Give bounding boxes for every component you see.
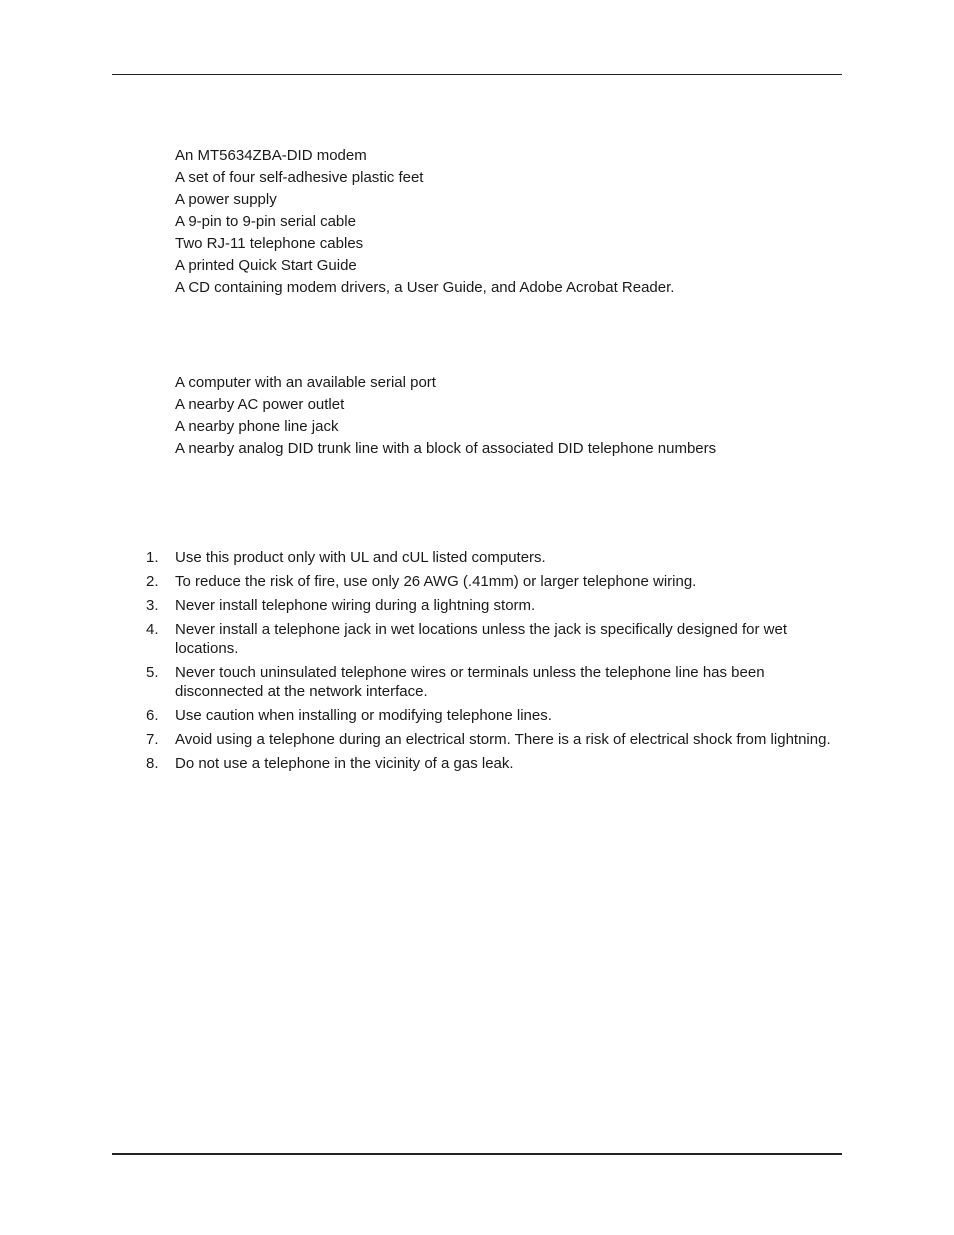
item-number: 2. [146, 573, 159, 590]
list-item: A set of four self-adhesive plastic feet [175, 169, 424, 186]
item-number: 1. [146, 549, 159, 566]
item-text: Never install telephone wiring during a lightning storm. [175, 597, 536, 614]
list-item: A 9-pin to 9-pin serial cable [175, 213, 356, 230]
item-text: To reduce the risk of fire, use only 26 AWG (.41mm) or larger telephone wiring. [175, 573, 697, 590]
safety-warnings-list [146, 548, 836, 778]
item-text: Avoid using a telephone during an electrical storm. There is a risk of electrical shock from lightning. [175, 731, 831, 748]
list-item [146, 596, 836, 615]
list-item: A nearby AC power outlet [175, 396, 345, 413]
item-number: 3. [146, 597, 159, 614]
list-item [146, 620, 836, 658]
list-item: A power supply [175, 191, 277, 208]
list-item [146, 548, 836, 567]
list-item: A printed Quick Start Guide [175, 257, 357, 274]
item-text: Use this product only with UL and cUL listed computers. [175, 549, 546, 566]
header-rule [112, 74, 842, 75]
requirements-list [175, 372, 716, 460]
list-item [146, 730, 836, 749]
item-number: 4. [146, 621, 159, 638]
list-item: Two RJ-11 telephone cables [175, 235, 364, 252]
list-item: A computer with an available serial port [175, 374, 436, 391]
list-item: An MT5634ZBA-DID modem [175, 147, 367, 164]
list-item [146, 754, 836, 773]
list-item: A nearby analog DID trunk line with a block of associated DID telephone numbers [175, 440, 717, 457]
item-number: 6. [146, 707, 159, 724]
list-item [146, 572, 836, 591]
item-text: Use caution when installing or modifying telephone lines. [175, 707, 552, 724]
item-number: 7. [146, 731, 159, 748]
list-item [146, 706, 836, 725]
item-number: 8. [146, 755, 159, 772]
list-item: A nearby phone line jack [175, 418, 339, 435]
list-item [146, 663, 836, 701]
item-text: Never install a telephone jack in wet locations unless the jack is specifically designed for wet locations. [175, 621, 787, 657]
footer-rule [112, 1153, 842, 1155]
list-item: A CD containing modem drivers, a User Guide, and Adobe Acrobat Reader. [175, 279, 675, 296]
item-text: Do not use a telephone in the vicinity of a gas leak. [175, 755, 514, 772]
package-contents-list [175, 145, 674, 299]
item-number: 5. [146, 664, 159, 681]
item-text: Never touch uninsulated telephone wires or terminals unless the telephone line has been disconnected at the network interface. [175, 664, 765, 700]
